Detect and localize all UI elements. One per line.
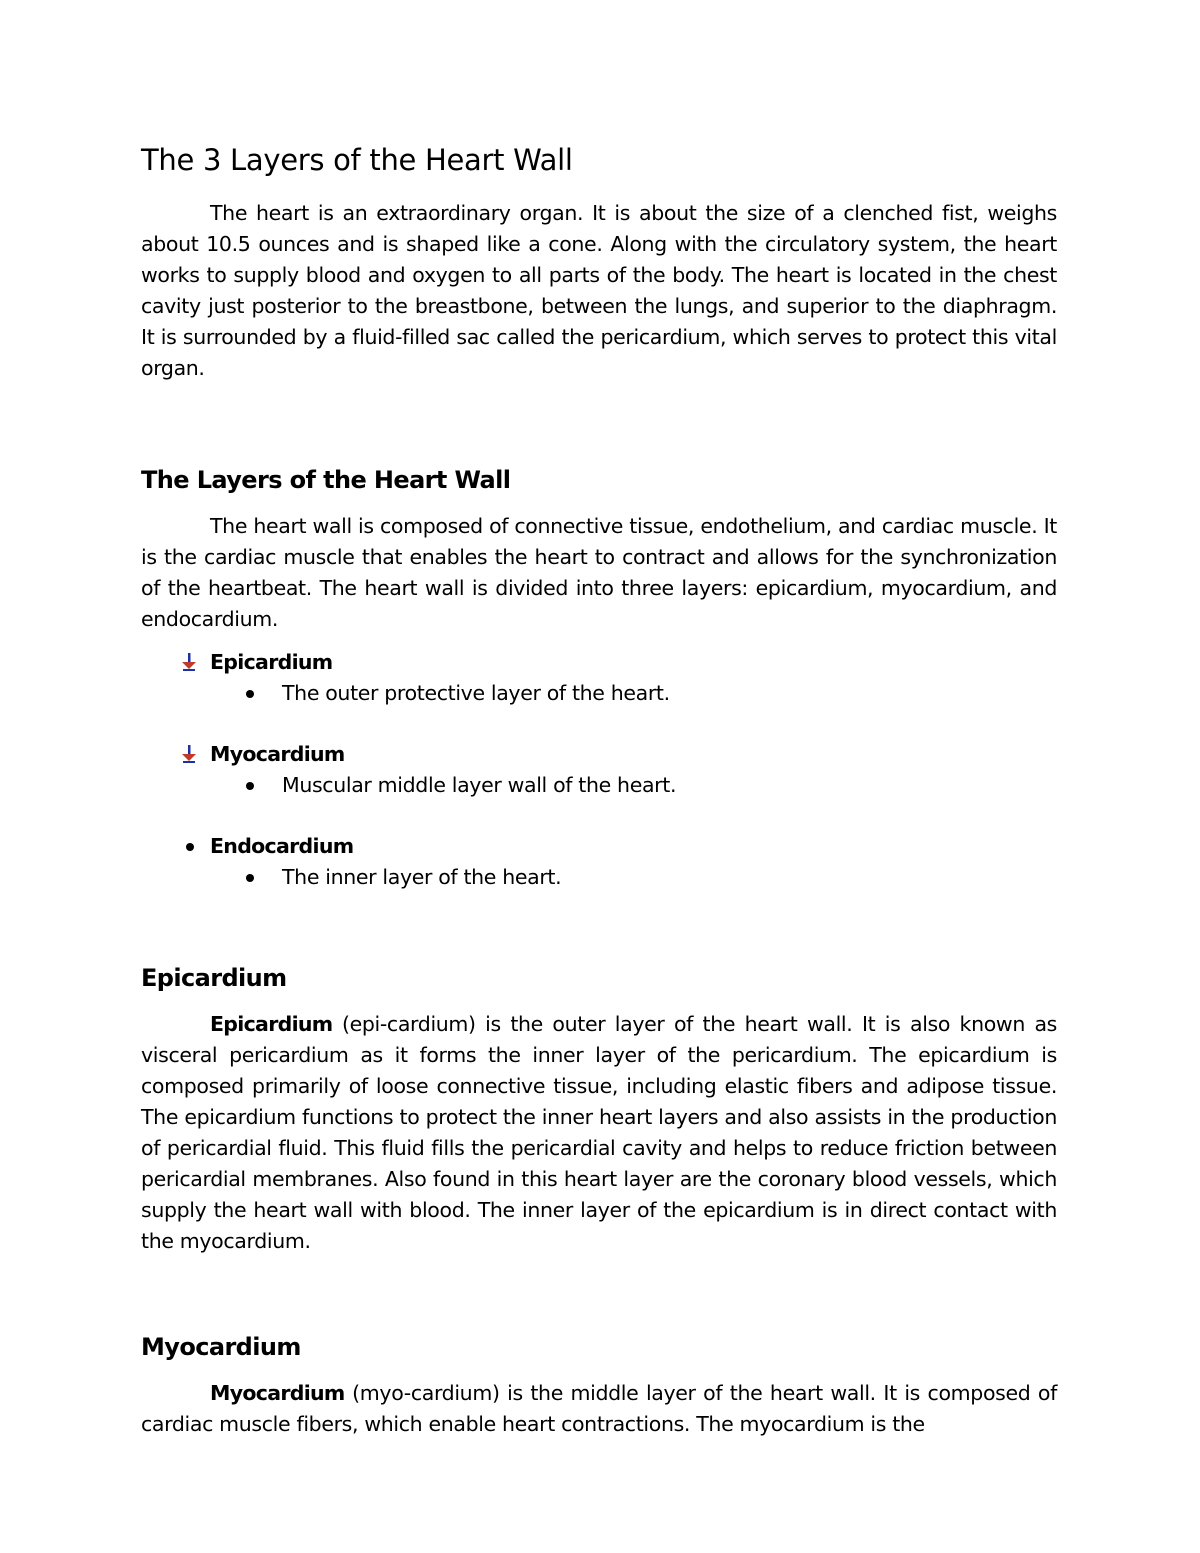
layer-description: The outer protective layer of the heart. [282, 681, 670, 705]
paragraph-text: (epi-cardium) is the outer layer of the heart wall. It is also known as visceral pericardium as it forms the inner layer of the pericardium. The epicardium is composed primarily of loose connective tissue, including elastic fibers and adipose tissue. The epicardium functions to protect the inner heart layers and also assists in the production of pericardial fluid. This fluid fills the pericardial cavity and helps to reduce friction between pericardial membranes. Also found in this heart layer are the coronary blood vessels, which supply the heart wall with blood. The inner layer of the epicardium is in direct contact with the myocardium. [141, 1012, 1057, 1253]
term-bold: Myocardium [210, 1381, 345, 1405]
bullet-icon [179, 831, 199, 862]
layer-name: Epicardium [210, 650, 333, 674]
section-heading-layers: The Layers of the Heart Wall [141, 466, 511, 494]
layer-description: Muscular middle layer wall of the heart. [282, 773, 677, 797]
bullet-icon [246, 782, 254, 790]
section-heading-myocardium: Myocardium [141, 1333, 301, 1361]
bullet-icon [246, 874, 254, 882]
spacer [141, 384, 1057, 463]
list-item [210, 678, 1057, 709]
layers-list [141, 647, 1057, 893]
list-item [141, 831, 1057, 893]
myocardium-paragraph [141, 1378, 1057, 1440]
paragraph-text: (myo-cardium) is the middle layer of the heart wall. It is composed of cardiac muscle fibers, which enable heart contractions. The myocardium is the [141, 1381, 1057, 1436]
epicardium-paragraph [141, 1009, 1057, 1257]
spacer [141, 923, 1057, 961]
bullet-icon [246, 690, 254, 698]
term-bold: Epicardium [210, 1012, 333, 1036]
sub-list [210, 862, 1057, 893]
layers-paragraph: The heart wall is composed of connective tissue, endothelium, and cardiac muscle. It is the cardiac muscle that enables the heart to contract and allows for the synchronization of the heartbeat. The heart wall is divided into three layers: epicardium, myocardium, and endocardium. [141, 514, 1057, 631]
list-item [141, 647, 1057, 709]
layer-name: Myocardium [210, 742, 345, 766]
list-item [141, 739, 1057, 801]
layer-name: Endocardium [210, 834, 354, 858]
list-item [210, 770, 1057, 801]
document-title: The 3 Layers of the Heart Wall [141, 143, 573, 177]
intro-paragraph: The heart is an extraordinary organ. It is about the size of a clenched fist, weighs about 10.5 ounces and is shaped like a cone. Along with the circulatory system, the heart works to supply blood and oxygen to all parts of the body. The heart is located in the chest cavity just posterior to the breastbone, between the lungs, and superior to the diaphragm. It is surrounded by a fluid-filled sac called the pericardium, which serves to protect this vital organ. [141, 201, 1057, 380]
arrow-down-icon [179, 739, 199, 770]
layer-description: The inner layer of the heart. [282, 865, 562, 889]
spacer [141, 635, 1057, 647]
section-heading-epicardium: Epicardium [141, 964, 287, 992]
list-item [210, 862, 1057, 893]
sub-list [210, 770, 1057, 801]
sub-list [210, 678, 1057, 709]
arrow-down-icon [179, 647, 199, 678]
spacer [141, 1257, 1057, 1330]
